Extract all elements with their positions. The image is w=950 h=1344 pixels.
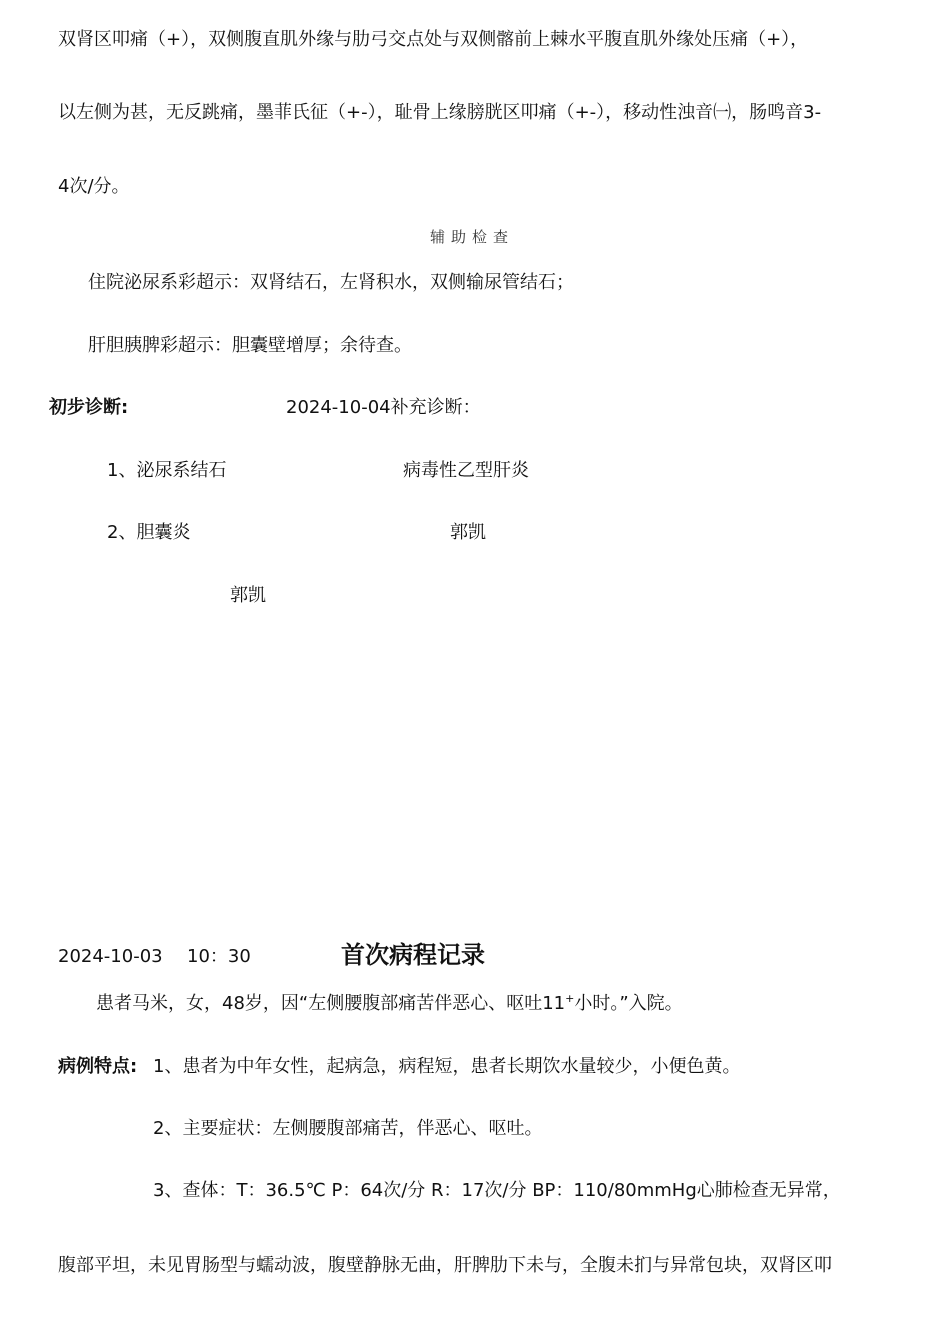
diagnosis-supplement-signature: 郭凯 xyxy=(450,522,486,543)
diagnosis-item-2: 2、胆囊炎 xyxy=(107,522,191,543)
diagnosis-label: 初步诊断: xyxy=(49,397,129,418)
course-intro-superscript: + xyxy=(565,992,575,1005)
course-intro-tail: 小时。”入院。 xyxy=(574,993,683,1014)
features-label: 病例特点: xyxy=(58,1056,138,1077)
feature-item-2: 2、主要症状：左侧腰腹部痛苦，伴恶心、呕吐。 xyxy=(153,1118,543,1139)
course-intro xyxy=(96,992,683,1016)
feature-item-3: 3、查体：T：36.5℃ P：64次/分 R：17次/分 BP：110/80mmHg心肺检查无异常， xyxy=(153,1180,841,1201)
auxiliary-item-ultrasound-liver: 肝胆胰脾彩超示：胆囊壁增厚；余待查。 xyxy=(88,335,412,356)
course-time: 10：30 xyxy=(187,946,251,967)
course-date: 2024-10-03 xyxy=(58,946,163,967)
exam-line-2: 以左侧为甚，无反跳痛，墨菲氏征（+-），耻骨上缘膀胱区叩痛（+-），移动性浊音㈠，肠鸣音3- xyxy=(58,102,822,123)
auxiliary-item-ultrasound-urinary: 住院泌尿系彩超示：双肾结石，左肾积水，双侧输尿管结石； xyxy=(88,272,574,293)
diagnosis-item-1: 1、泌尿系结石 xyxy=(107,460,227,481)
course-title: 首次病程记录 xyxy=(341,941,485,969)
feature-item-1: 1、患者为中年女性，起病急，病程短，患者长期饮水量较少，小便色黄。 xyxy=(153,1056,741,1077)
exam-line-1: 双肾区叩痛（+），双侧腹直肌外缘与肋弓交点处与双侧髂前上棘水平腹直肌外缘处压痛（+）， xyxy=(58,29,809,50)
diagnosis-supplement-label: 2024-10-04补充诊断： xyxy=(286,397,481,418)
course-intro-main: 患者马米，女，48岁，因“左侧腰腹部痛苦伴恶心、呕吐11 xyxy=(96,993,566,1014)
exam-line-3: 4次/分。 xyxy=(58,176,130,197)
auxiliary-heading: 辅助检查 xyxy=(430,228,515,246)
diagnosis-signature: 郭凯 xyxy=(230,585,266,606)
diagnosis-supplement-item-1: 病毒性乙型肝炎 xyxy=(403,460,529,481)
feature-item-3-continued: 腹部平坦，未见胃肠型与蠕动波，腹壁静脉无曲，肝脾肋下未与，全腹未扪与异常包块，双肾区叩 xyxy=(58,1255,832,1276)
